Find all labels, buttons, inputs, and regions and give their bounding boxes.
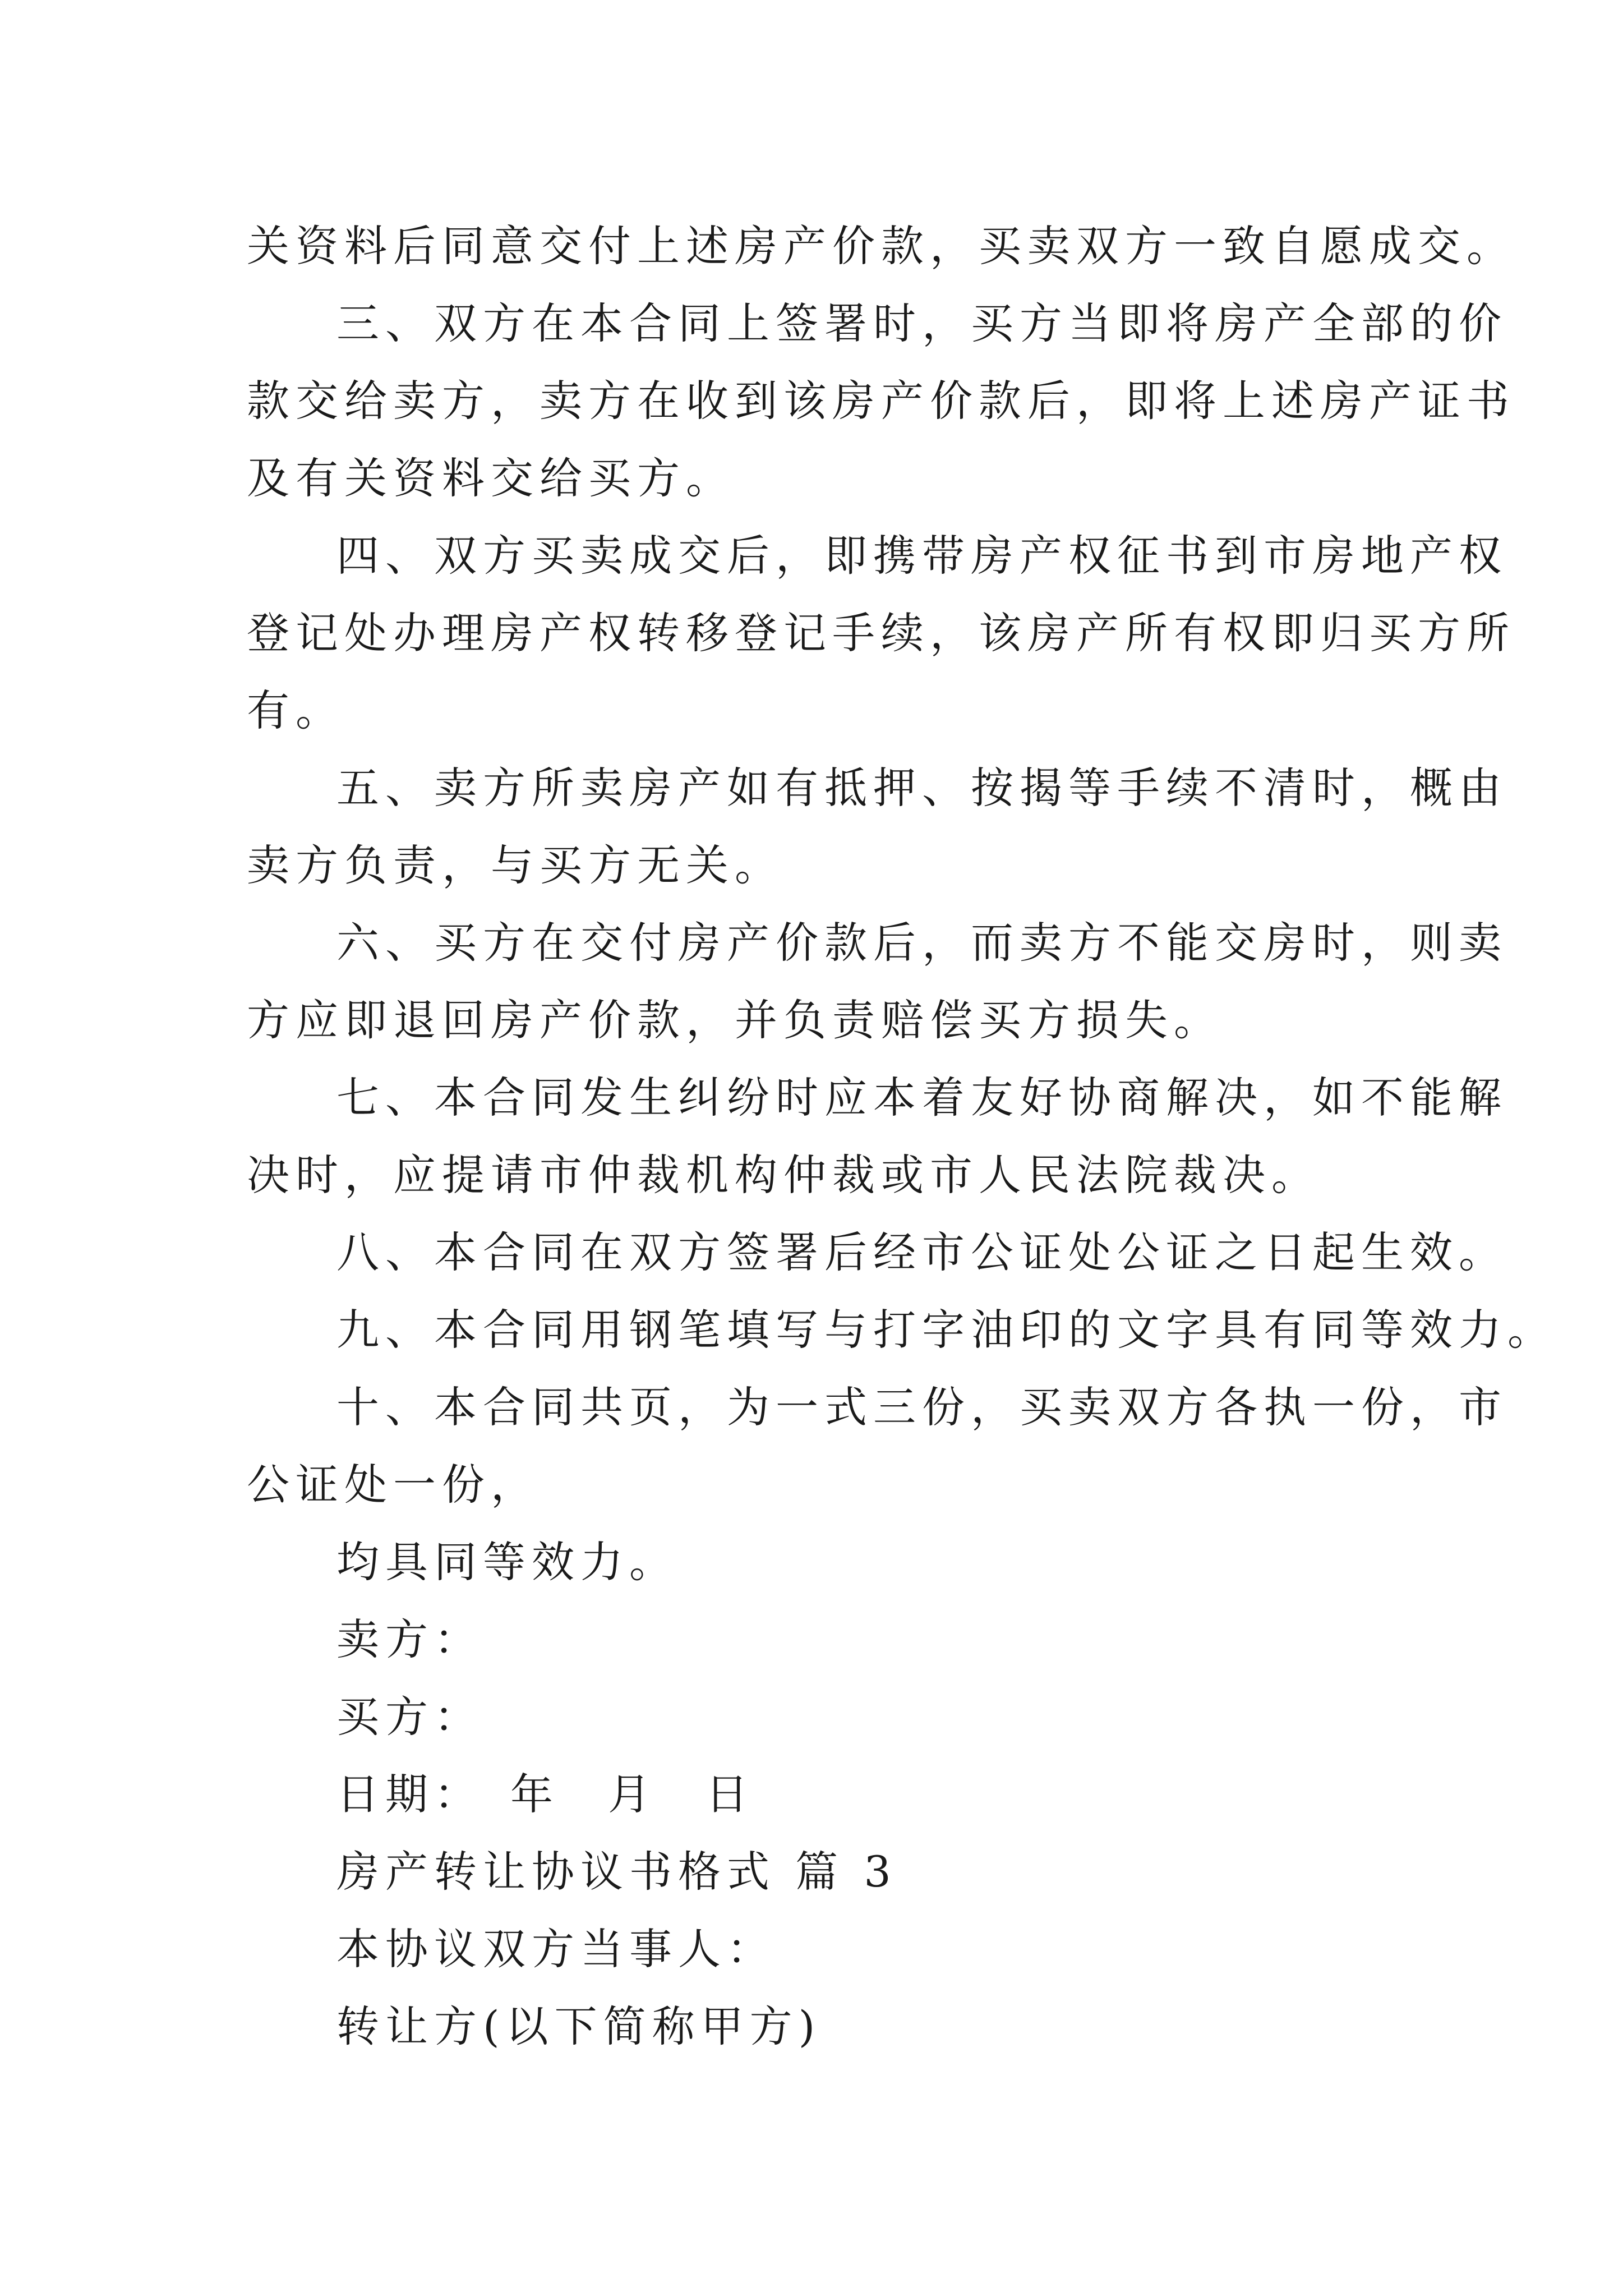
text-line: 决时，应提请市仲裁机构仲裁或市人民法院裁决。 [247,1150,1320,1200]
text-line: 卖方负责，与买方无关。 [247,840,783,890]
text-line: 登记处办理房产权转移登记手续，该房产所有权即归买方所 [247,608,1515,658]
text-line: 款交给卖方，卖方在收到该房产价款后，即将上述房产证书 [247,376,1515,426]
text-line: 及有关资料交给买方。 [247,453,735,503]
section-title: 房产转让协议书格式 篇 3 [336,1847,897,1897]
clause-8-line: 八、本合同在双方签署后经市公证处公证之日起生效。 [336,1227,1507,1277]
text-line: 方应即退回房产价款，并负责赔偿买方损失。 [247,995,1223,1045]
clause-6-line: 六、买方在交付房产价款后，而卖方不能交房时，则卖 [336,918,1507,968]
clause-9-line: 九、本合同用钢笔填写与打字油印的文字具有同等效力。 [336,1305,1556,1355]
transferor-line: 转让方(以下简称甲方) [336,2001,822,2051]
clause-10-line: 十、本合同共页，为一式三份，买卖双方各执一份，市 [336,1382,1507,1432]
clause-4-line: 四、双方买卖成交后，即携带房产权征书到市房地产权 [336,531,1507,581]
clause-3-line: 三、双方在本合同上签署时，买方当即将房产全部的价 [336,298,1507,348]
parties-heading: 本协议双方当事人： [336,1924,776,1974]
text-line: 关资料后同意交付上述房产价款，买卖双方一致自愿成交。 [247,221,1515,271]
text-line: 均具同等效力。 [336,1537,678,1587]
seller-signature-line: 卖方： [336,1614,483,1664]
text-line: 公证处一份， [247,1460,540,1510]
buyer-signature-line: 买方： [336,1692,483,1742]
document-body [247,208,1556,2065]
clause-5-line: 五、卖方所卖房产如有抵押、按揭等手续不清时，概由 [336,763,1507,813]
text-line: 有。 [247,685,344,735]
date-line: 日期： 年 月 日 [336,1769,754,1819]
clause-7-line: 七、本合同发生纠纷时应本着友好协商解决，如不能解 [336,1073,1507,1122]
